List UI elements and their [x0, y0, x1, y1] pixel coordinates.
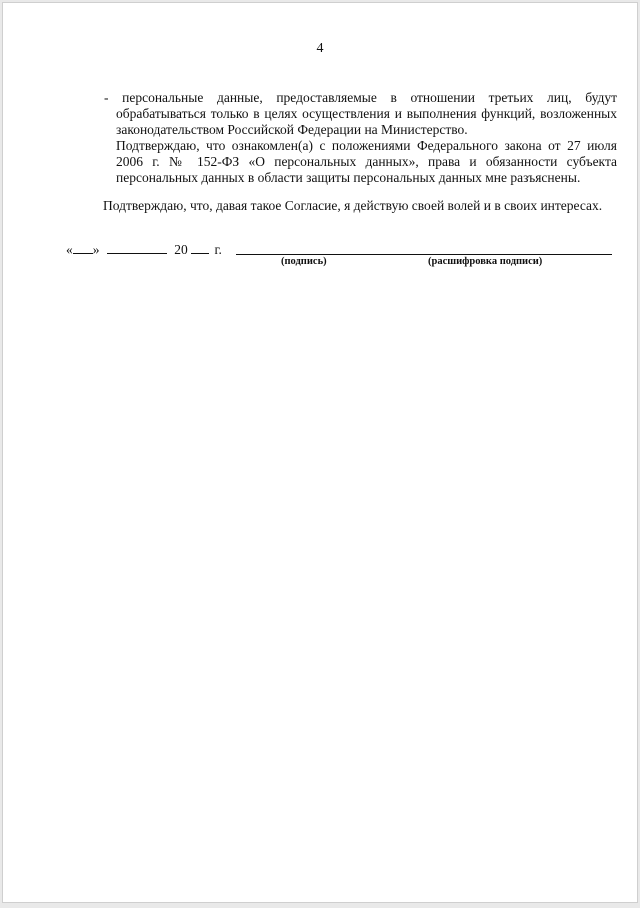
document-page	[3, 3, 637, 902]
confirmation-statement: Подтверждаю, что, давая такое Согласие, я действую своей волей и в своих интересах.	[103, 198, 603, 213]
day-blank	[73, 241, 93, 254]
transcript-caption: (расшифровка подписи)	[428, 256, 543, 267]
signature-line	[236, 254, 612, 255]
year-prefix: 20	[174, 242, 188, 257]
date-open-quote: «	[66, 242, 73, 257]
paragraph-third-parties-text: - персональные данные, предоставляемые в отношении третьих лиц, будут обрабатываться только в целях осуществления и выполнения функций, возложенных законодательством Российской Федерации на Министерство.	[104, 90, 617, 137]
body-text	[104, 90, 617, 186]
page-number: 4	[316, 41, 324, 56]
signature-caption: (подпись)	[281, 256, 327, 267]
year-blank	[191, 241, 209, 254]
paragraph-law-acknowledgement	[116, 138, 617, 186]
paragraph-third-parties	[104, 90, 617, 138]
year-suffix: г.	[214, 242, 222, 257]
date-close-quote: »	[92, 242, 100, 257]
date-field	[66, 241, 222, 258]
paragraph-law-acknowledgement-text: Подтверждаю, что ознакомлен(а) с положениями Федерального закона от 27 июля 2006 г. № 152-ФЗ «О персональных данных», права и обязанности субъекта персональных данных в области защиты персональных данных мне разъяснены.	[116, 138, 617, 185]
month-blank	[107, 241, 167, 254]
